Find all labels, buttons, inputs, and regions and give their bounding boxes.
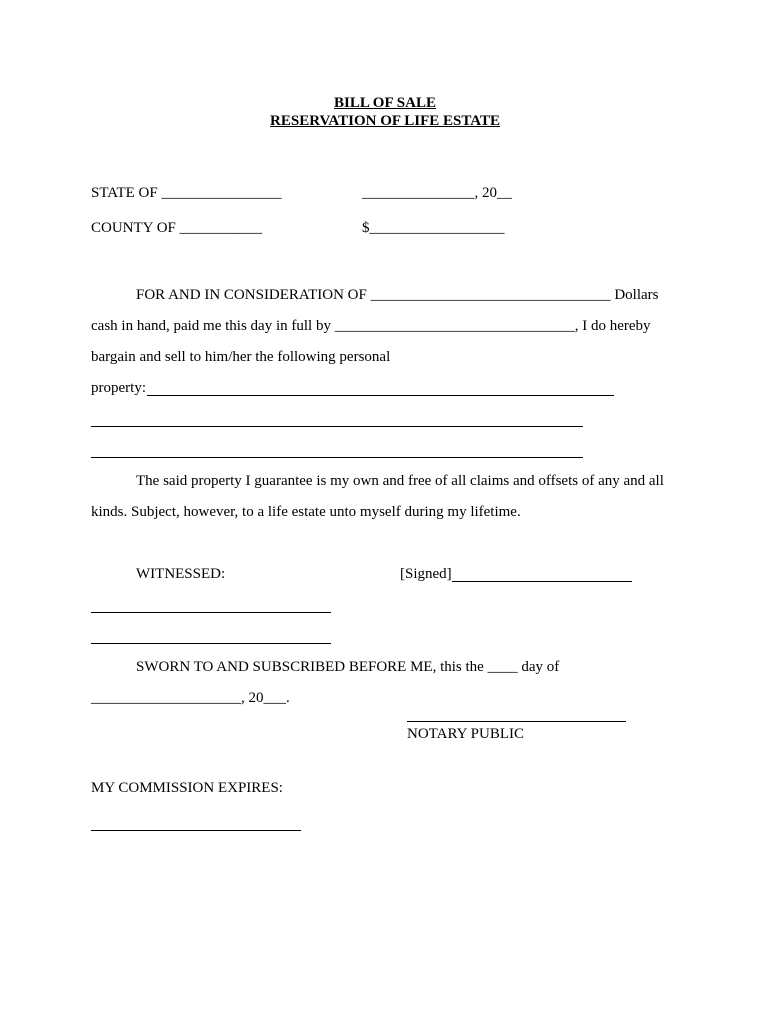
bargain-line: bargain and sell to him/her the following personal xyxy=(91,349,391,365)
sworn-date-line: ____________________, 20___. xyxy=(91,690,290,706)
commission-label: MY COMMISSION EXPIRES: xyxy=(91,780,283,796)
amount-field[interactable] xyxy=(362,219,505,237)
county-blank: ___________ xyxy=(179,220,263,236)
notary-label: NOTARY PUBLIC xyxy=(407,726,525,742)
date-field[interactable] xyxy=(362,184,512,202)
property-label: property: xyxy=(91,380,146,396)
cash-line: cash in hand, paid me this day in full by ________________________________, I do hereby xyxy=(91,318,651,334)
county-field[interactable] xyxy=(91,219,262,237)
signed-label: [Signed] xyxy=(400,566,452,582)
witness-line-1[interactable] xyxy=(91,612,331,613)
witness-line-2[interactable] xyxy=(91,643,331,644)
amount-blank: __________________ xyxy=(369,220,505,236)
commission-line[interactable] xyxy=(91,830,301,831)
state-field[interactable] xyxy=(91,184,281,202)
date-suffix: , 20__ xyxy=(474,185,512,201)
state-label: STATE OF xyxy=(91,185,158,201)
consideration-line: FOR AND IN CONSIDERATION OF ________________________________ Dollars xyxy=(136,287,659,303)
guarantee-line: The said property I guarantee is my own and free of all claims and offsets of any and all xyxy=(136,473,664,489)
notary-signature-line[interactable] xyxy=(407,721,626,722)
sworn-line: SWORN TO AND SUBSCRIBED BEFORE ME, this the ____ day of xyxy=(136,659,560,675)
witnessed-label: WITNESSED: xyxy=(136,566,226,582)
property-line-1[interactable] xyxy=(147,395,614,396)
document-title: BILL OF SALE xyxy=(334,95,436,111)
document-subtitle: RESERVATION OF LIFE ESTATE xyxy=(270,113,500,129)
state-blank: ________________ xyxy=(161,185,282,201)
county-label: COUNTY OF xyxy=(91,220,176,236)
date-blank: _______________ xyxy=(362,185,475,201)
property-line-2[interactable] xyxy=(91,426,583,427)
amount-prefix: $ xyxy=(362,220,370,236)
kinds-line: kinds. Subject, however, to a life estate unto myself during my lifetime. xyxy=(91,504,521,520)
property-line-3[interactable] xyxy=(91,457,583,458)
signature-line[interactable] xyxy=(452,581,632,582)
